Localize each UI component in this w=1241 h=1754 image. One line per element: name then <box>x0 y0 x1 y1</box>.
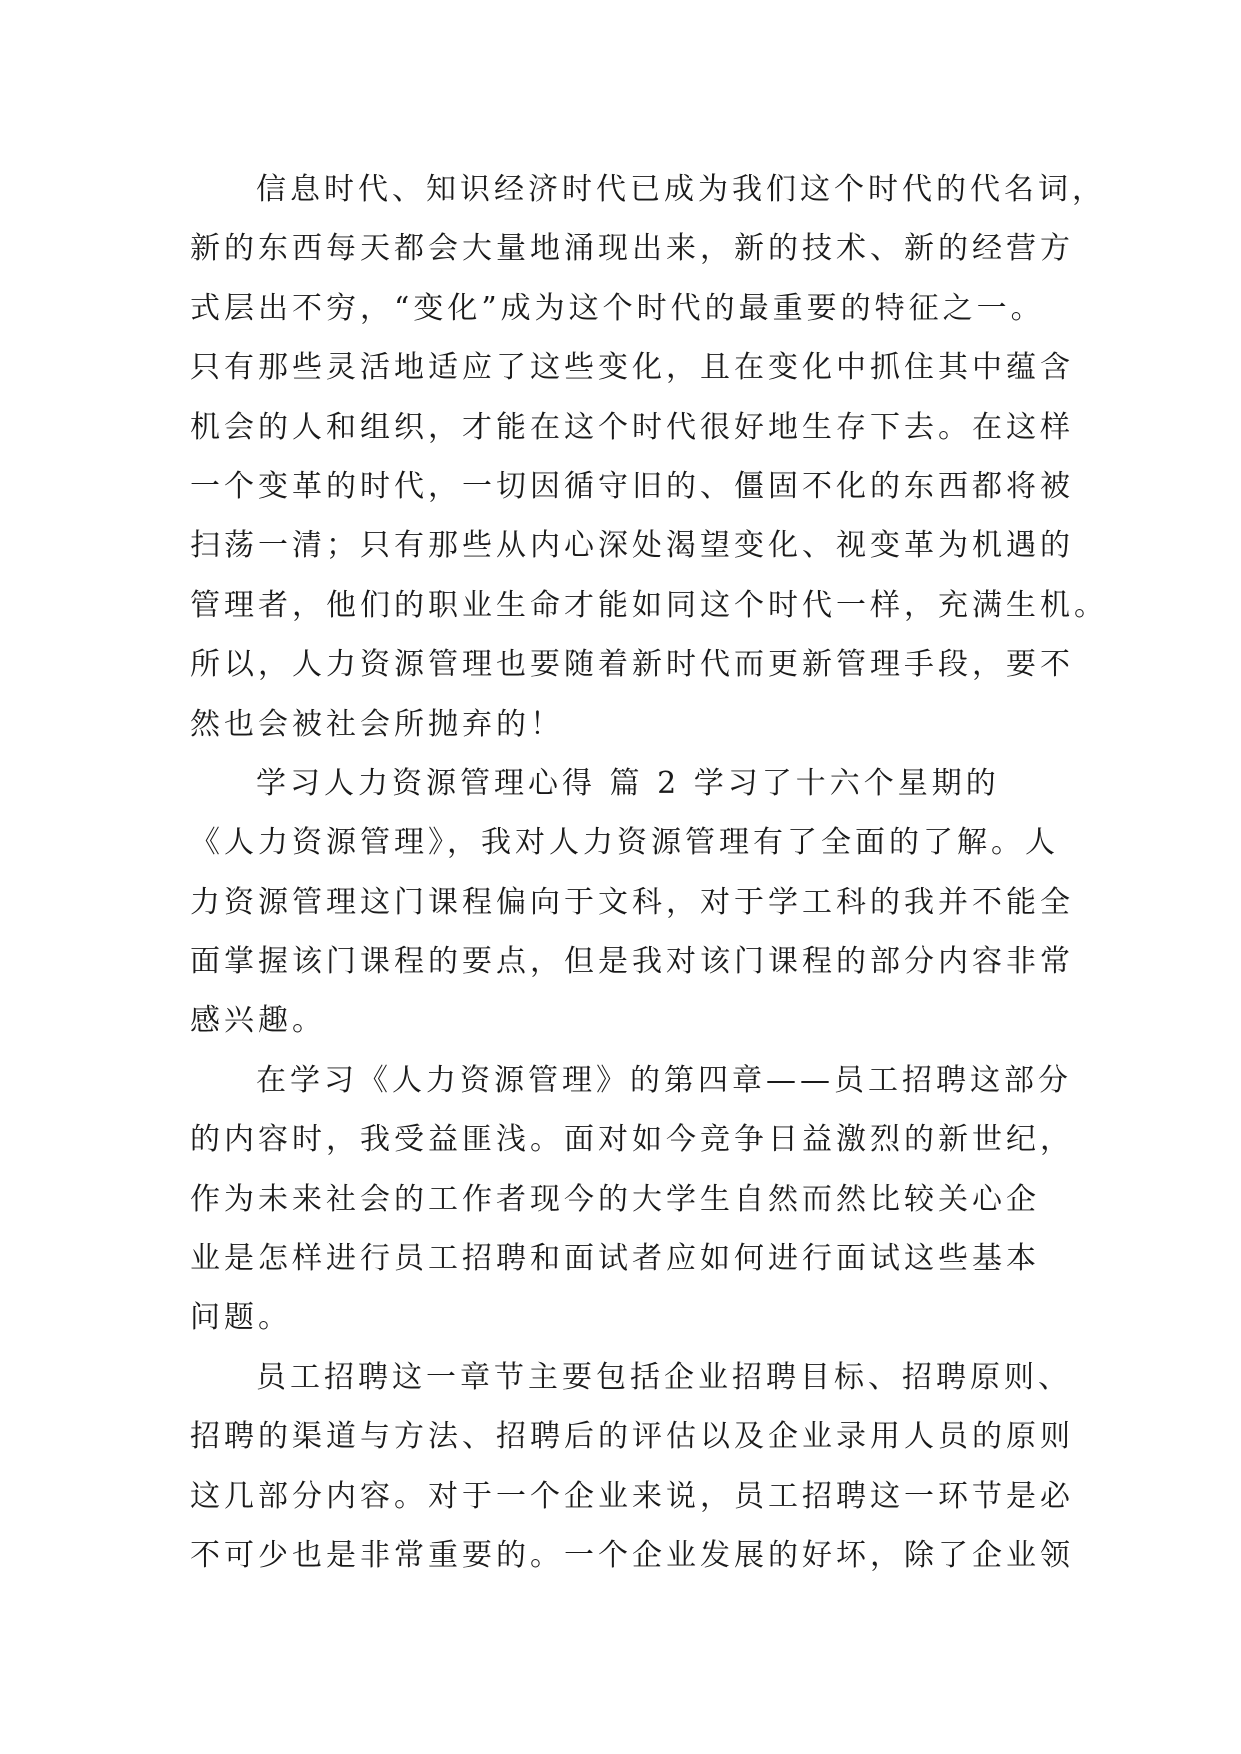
text-line: 所以，人力资源管理也要随着新时代而更新管理手段，要不 <box>190 647 1074 683</box>
text-line: 信息时代、知识经济时代已成为我们这个时代的代名词， <box>256 172 1106 207</box>
text-line: 机会的人和组织，才能在这个时代很好地生存下去。在这样 <box>190 409 1074 445</box>
text-line: 式层出不穷，“变化”成为这个时代的最重要的特征之一。 <box>190 290 1045 326</box>
text-line: 这几部分内容。对于一个企业来说，员工招聘这一环节是必 <box>190 1478 1074 1514</box>
text-line: 问题。 <box>190 1300 292 1336</box>
text-line: 作为未来社会的工作者现今的大学生自然而然比较关心企 <box>190 1181 1040 1217</box>
section-heading-line: 学习人力资源管理心得 篇 2 学习了十六个星期的 <box>256 765 1000 801</box>
text-line: 新的东西每天都会大量地涌现出来，新的技术、新的经营方 <box>190 231 1074 267</box>
text-line: 面掌握该门课程的要点，但是我对该门课程的部分内容非常 <box>190 944 1074 980</box>
text-line: 力资源管理这门课程偏向于文科，对于学工科的我并不能全 <box>190 884 1074 920</box>
text-line: 的内容时，我受益匪浅。面对如今竞争日益激烈的新世纪， <box>190 1122 1074 1158</box>
text-line: 业是怎样进行员工招聘和面试者应如何进行面试这些基本 <box>190 1241 1040 1277</box>
text-line: 招聘的渠道与方法、招聘后的评估以及企业录用人员的原则 <box>190 1419 1074 1455</box>
text-line: 员工招聘这一章节主要包括企业招聘目标、招聘原则、 <box>256 1359 1072 1395</box>
text-line: 《人力资源管理》，我对人力资源管理有了全面的了解。人 <box>190 825 1059 861</box>
text-line: 扫荡一清；只有那些从内心深处渴望变化、视变革为机遇的 <box>190 528 1074 564</box>
text-line: 然也会被社会所抛弃的！ <box>190 706 564 742</box>
text-line: 只有那些灵活地适应了这些变化，且在变化中抓住其中蕴含 <box>190 350 1074 386</box>
text-line: 管理者，他们的职业生命才能如同这个时代一样，充满生机。 <box>190 587 1108 623</box>
text-line: 不可少也是非常重要的。一个企业发展的好坏，除了企业领 <box>190 1537 1074 1573</box>
text-line: 在学习《人力资源管理》的第四章——员工招聘这部分 <box>256 1062 1072 1098</box>
document-body <box>190 160 1108 1585</box>
text-line: 一个变革的时代，一切因循守旧的、僵固不化的东西都将被 <box>190 468 1074 504</box>
text-line: 感兴趣。 <box>190 1003 326 1039</box>
